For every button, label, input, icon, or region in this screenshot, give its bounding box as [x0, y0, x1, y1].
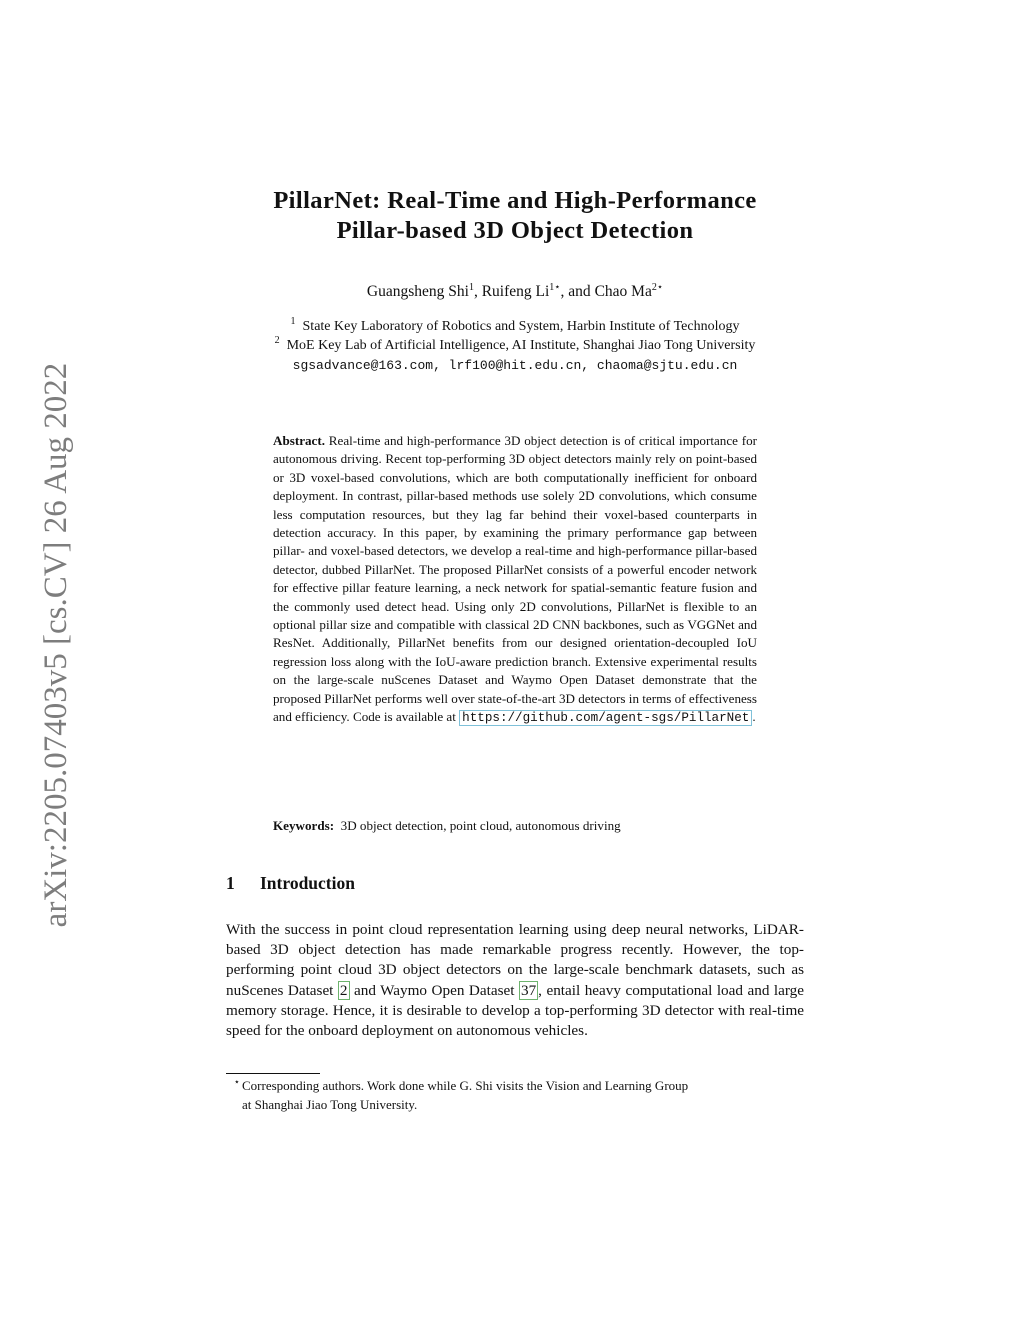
affiliation-number: 1 — [290, 316, 296, 327]
section-heading — [226, 873, 355, 894]
abstract-label: Abstract. — [273, 433, 325, 448]
author-separator: , and — [560, 283, 595, 300]
footnote: ⋆ Corresponding authors. Work done while G. Shi visits the Vision and Learning Group at Shanghai Jiao Tong University. — [226, 1077, 806, 1114]
author-affiliation-mark: 2⋆ — [651, 282, 664, 293]
affiliation-text: State Key Laboratory of Robotics and System, Harbin Institute of Technology — [302, 319, 740, 334]
affiliation-1 — [150, 316, 880, 335]
abstract-text: Real-time and high-performance 3D object detection is of critical importance for autonomous driving. Recent top-performing 3D object detectors mainly rely on point-based or 3D voxel-based convolutions, which are both computationally inefficient for onboard deployment. In contrast, pillar-based methods use solely 2D convolutions, which consume less computation resources, but they lag far behind their voxel-based counterparts in detection accuracy. In this paper, by examining the primary performance gap between pillar- and voxel-based detectors, we develop a real-time and high-performance pillar-based detector, dubbed PillarNet. The proposed PillarNet consists of a powerful encoder network for effective pillar feature learning, a neck network for spatial-semantic feature fusion and the commonly used detect head. Using only 2D convolutions, PillarNet is flexible to an optional pillar size and compatible with classical 2D CNN backbones, such as VGGNet and ResNet. Additionally, PillarNet benefits from our designed orientation-decoupled IoU regression loss along with the IoU-aware prediction branch. Extensive experimental results on the large-scale nuScenes Dataset and Waymo Open Dataset demonstrate that the proposed PillarNet performs well over state-of-the-art 3D detectors in terms of effectiveness and efficiency. — [273, 433, 757, 725]
keywords-label: Keywords: — [273, 818, 335, 833]
affiliation-text: MoE Key Lab of Artificial Intelligence, AI Institute, Shanghai Jiao Tong University — [286, 338, 756, 353]
footnote-text: at Shanghai Jiao Tong University. — [242, 1096, 418, 1112]
keywords-text: 3D object detection, point cloud, autonomous driving — [340, 818, 621, 833]
section-number: 1 — [226, 873, 235, 893]
footnote-text: Corresponding authors. Work done while G. Shi visits the Vision and Learning Group — [242, 1078, 689, 1093]
paper-title-line-1: PillarNet: Real-Time and High-Performance — [273, 187, 757, 214]
code-link-period: . — [752, 709, 756, 725]
author-name: Ruifeng Li — [481, 283, 550, 300]
author-separator: , — [473, 283, 482, 300]
keywords — [273, 818, 757, 834]
section-title: Introduction — [260, 873, 355, 893]
footnote-divider — [226, 1073, 320, 1074]
paper-title-line-2: Pillar-based 3D Object Detection — [336, 217, 694, 244]
intro-text: With the success in point cloud representation learning using deep neural networks, LiDAR-based 3D object detection has made remarkable progress recently. However, the top-performing point cloud 3D object detectors on the large-scale benchmark datasets, such as nuScenes Dataset — [226, 921, 804, 999]
citation-link[interactable]: 2 — [339, 981, 348, 999]
code-availability-text: Code is available at — [352, 709, 460, 725]
author-name: Guangsheng Shi — [366, 283, 469, 300]
intro-text: and Waymo Open Dataset — [349, 981, 519, 999]
author-name: Chao Ma — [594, 283, 652, 300]
code-repository-link[interactable]: https://github.com/agent-sgs/PillarNet — [459, 710, 752, 726]
author-affiliation-mark: 1⋆ — [549, 282, 561, 293]
author-list — [200, 283, 830, 301]
arxiv-identifier-stamp: arXiv:2205.07403v5 [cs.CV] 26 Aug 2022 — [38, 362, 74, 928]
affiliation-number: 2 — [274, 335, 280, 346]
affiliation-2 — [150, 335, 880, 354]
citation-link[interactable]: 37 — [520, 981, 537, 999]
introduction-paragraph — [226, 920, 804, 1041]
intro-text: , entail heavy computational load and large memory storage. Hence, it is desirable to develop a top-performing 3D detector with real-time speed for the onboard deployment on autonomous vehicles. — [226, 981, 804, 1040]
abstract — [273, 432, 757, 728]
author-affiliation-mark: 1 — [468, 282, 474, 293]
author-emails: sgsadvance@163.com, lrf100@hit.edu.cn, chaoma@sjtu.edu.cn — [292, 358, 738, 373]
